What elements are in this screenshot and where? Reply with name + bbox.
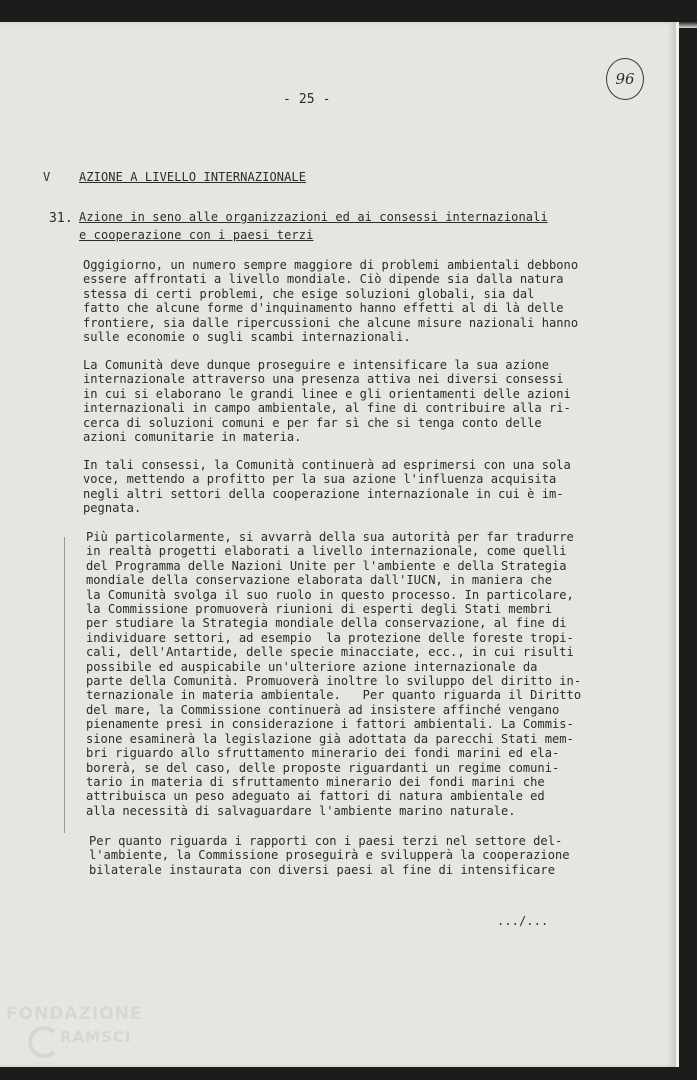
watermark-line1: FONDAZIONE [6, 1004, 143, 1024]
margin-mark [64, 537, 65, 833]
paragraph-2: La Comunità deve dunque proseguire e intensificare la sua azione internazionale attraverso una presenza attiva nei diversi consessi in cui si elaborano le grandi linee e gli orientamenti delle azioni internazionali in campo ambientale, al fine di contribuire alla ri- cerca di soluzioni comuni e per far sì che si tenga conto delle azioni comunitarie in materia. [83, 358, 571, 445]
paragraph-1: Oggigiorno, un numero sempre maggiore di problemi ambientali debbono essere affrontati a livello mondiale. Ciò dipende sia dalla natura stessa di certi problemi, che esige soluzioni globali, sia dal fatto che alcune forme d'inquinamento hanno effetti al di là delle frontiere, sia dalle ripercussioni che alcune misure nazionali hanno sulle economie o sugli scambi internazionali. [83, 258, 579, 345]
archive-stamp: 96 [606, 58, 644, 100]
watermark-line2: RAMSCI [60, 1028, 132, 1046]
watermark-logo [6, 1004, 143, 1046]
section-number: V [43, 170, 51, 184]
paragraph-3: In tali consessi, la Comunità continuerà ad esprimersi con una sola voce, mettendo a profitto per la sua azione l'influenza acquisita negli altri settori della cooperazione internazionale in cui è im- pegnata. [83, 458, 571, 516]
page-number: - 25 - [283, 92, 331, 107]
item-number: 31. [49, 211, 73, 226]
continuation-mark: .../... [497, 914, 549, 928]
paragraph-5: Per quanto riguarda i rapporti con i paesi terzi nel settore del- l'ambiente, la Commissione proseguirà e svilupperà la cooperazione bilaterale instaurata con diversi paesi al fine di intensificare [89, 834, 570, 877]
paragraph-4: Più particolarmente, si avvarrà della sua autorità per far tradurre in realtà progetti elaborati a livello internazionale, come quelli del Programma delle Nazioni Unite per l'ambiente e della Strategia mondiale della conservazione elaborata dall'IUCN, in maniera che la Comunità svolga il suo ruolo in questo processo. In particolare, la Commissione promuoverà riunioni di esperti degli Stati membri per studiare la Strategia mondiale della conservazione, al fine di individuare settori, ad esempio la protezione delle foreste tropi- cali, dell'Antartide, delle specie minacciate, ecc., in cui risulti possibile ed auspicabile un'ulteriore azione internazionale da parte della Comunità. Promuoverà inoltre lo sviluppo del diritto in- ternazionale in materia ambientale. Per quanto riguarda il Diritto del mare, la Commissione continuerà ad insistere affinché vengano pienamente presi in considerazione i fattori ambientali. La Commis- sione esaminerà la legislazione già adottata da parecchi Stati mem- bri riguardo allo sfruttamento minerario dei fondi marini ed ela- borerà, se del caso, delle proposte riguardanti un regime comuni- tario in materia di sfruttamento minerario dei fondi marini che attribuisca un peso adeguato ai fattori di natura ambientale ed alla necessità di salvaguardare l'ambiente marino naturale. [86, 530, 582, 818]
watermark-g-icon [28, 1026, 60, 1058]
section-title: AZIONE A LIVELLO INTERNAZIONALE [79, 170, 307, 184]
item-title: Azione in seno alle organizzazioni ed ai consessi internazionali e cooperazione con i paesi terzi [79, 210, 548, 242]
